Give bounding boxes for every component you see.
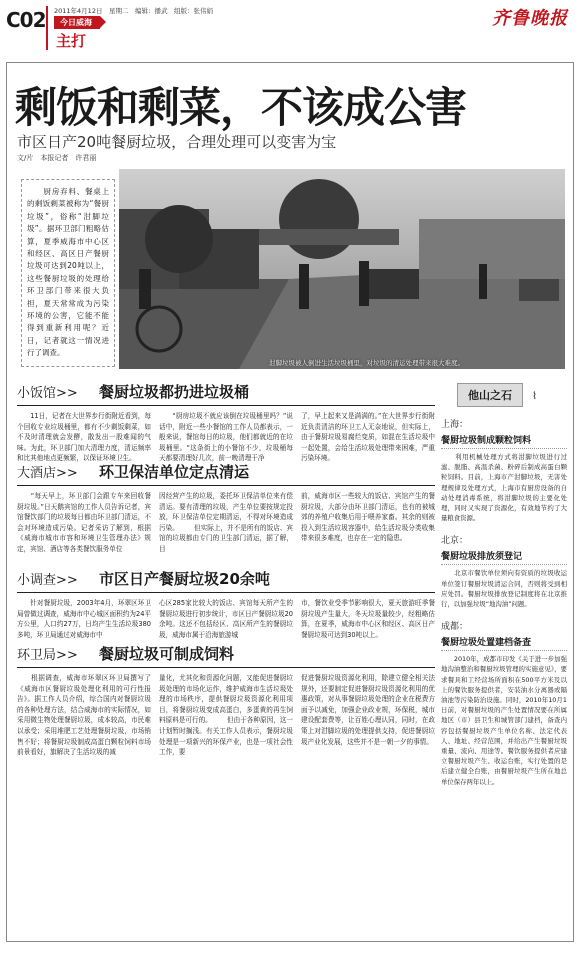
page-number: C02 [6,8,46,32]
issue-meta: 2011年4月12日 星期二 编辑：播武 组版：张伟娟 [54,7,213,15]
section-kicker: 环卫局>> [17,648,78,663]
section-heading [17,568,435,593]
text-column: “厨房垃圾不就应该倒在垃圾桶里吗？”说话中，附近一些小餐馆的工作人员都表示，一般来说，餐馆每日的垃圾，他们都就近的在垃圾桶里。“这条街上的小餐馆不少，垃圾桶每天都要清理好几次，前一晚清理干净 [159,412,293,463]
text-column: 因经营产生的垃圾，委托环卫保洁单位来有偿清运。要有清理的垃圾，产生单位要按规定投放，环卫保洁单位定期清运，不得对环境造成污染。 但实际上，并不是所有的饭店、宾馆的垃圾都由专门的卫生部门清运，据了解，目 [159,492,293,553]
section-title: 市区日产餐厨垃圾20余吨 [99,570,270,588]
section-columns [17,598,435,640]
city-label: 上海： [441,420,469,430]
section-columns [17,673,435,758]
text-column: 量化，尤其化和资源化问题，又能促进餐厨垃圾处理的市场化运作，维护威海市生活垃圾处理的市场秩序，提供餐厨垃圾资源化利用项目，将餐厨垃圾变成高蛋白，多蛋黄的再生饲料原料是可行的。 但由于各种原因，这一计划暂时搁浅。有关工作人员表示，餐厨垃圾处理是一项新兴的环保产业，也是一项社会性工作，要 [159,674,293,757]
city-title: 餐厨垃圾处置建档备查 [441,635,567,651]
section-kicker: 大酒店>> [17,466,78,481]
text-column: 前，威海市区一些较大的饭店、宾馆产生的餐厨垃圾，大部分由环卫部门清运，也有的被城郊的养殖户收集后用于喂养家畜。其余的则被投入到生活垃圾容器中，给生活垃圾分类收集带来很多难度，也存在一定的隐患。 [301,492,435,543]
text-column: 根据调查，威海市环翠区环卫局撰写了《威海市区餐厨垃圾处理化利用的可行性报告》。据工作人员介绍，综合国内对餐厨垃圾的各种处理方法，结合威海市的实际情况，如采用微生物处理餐厨垃圾，成本较高，市民难以承受；采用堆肥工艺处理餐厨垃圾，市场销售不好；将餐厨垃圾制成高蛋白颗粒饲料市场前景看好，旗解决了生活垃圾的减 [17,674,151,757]
sidebar-other-cities [441,383,567,787]
section-columns [17,411,435,464]
city-title: 餐厨垃圾排放须登记 [441,549,567,565]
section-tag: 今日威海 [54,16,100,29]
section-name: 主打 [56,32,87,50]
section-small-restaurant [17,381,435,464]
headline: 剩饭和剩菜，不该成公害 [15,83,467,132]
text-column: 了，早上起来又是满满的。”在大世界步行街附近负责清洁的环卫工人无奈地说，但实际上，由于餐厨垃圾易腐烂变质，如混在生活垃圾中一起处置，会给生活垃圾处理带来困难，严重污染环境。 [301,412,435,463]
section-heading [17,461,435,486]
city-label: 成都： [441,622,469,633]
section-title: 餐厨垃圾都扔进垃圾桶 [99,383,250,401]
newspaper-logo: 齐鲁晚报 [492,8,568,29]
street-photo-illustration [119,169,565,369]
section-survey [17,568,435,640]
section-title: 餐厨垃圾可制成饲料 [99,645,235,663]
photo-caption: 泔脚垃圾被人倒进生活垃圾桶里，对垃圾的清运处理带来很大难度。 [269,359,464,367]
section-kicker: 小调查>> [17,573,78,588]
city-text: 2010年，成都市印发《关于进一步加强地沟油整治和餐厨垃圾管理的实施意见》，要求餐具和工经营场所面积在500平方米及以上的餐饮服务提供者，安装油水分离器或隔油池等污染防治设施。同时，2010年10月1日前，对餐厨垃圾的产生处置情况要在所属地区（市）县卫生和城管部门建档，备查内容包括餐厨垃圾产生单位名称、法定代表人、地址、经营范围，并给出产生餐厨垃圾重量、流向、用途等。餐饮服务提供者应建立餐厨垃圾产生、收运台账，实行处置的是后建立健全台账，由餐厨垃圾产生所在地总单位保存两年以上。 [441,655,567,786]
city-title: 餐厨垃圾制成颗粒饲料 [441,433,567,449]
page-header [0,0,580,60]
section-big-hotel [17,461,435,555]
city-text: 利用机械处理方式将泔脚垃圾进行过滤、脱脂、高温杀菌、粉碎后制成高蛋白颗粒饲料。目前，上海市产泔脚垃圾，无害处理规律及处理方式，上海市有厨房设备的自动处理消毒系统，将泔脚垃圾的主要化处理，同时又实现了资源化，有效地节约了大量粮食资源。 [441,453,567,523]
street-photo [119,169,565,369]
text-column: 针对餐厨垃圾，2003年4月，环翠区环卫局曾做过调查，威海市中心城区面积约为24平方公里，人口约27万，日均产生生活垃圾380多吨，环卫局通过对威海市中 [17,599,151,639]
city-text: 北京市餐饮单位须向有资质的垃圾收运单位签订餐厨垃圾清运合同，否则将受到相应处罚。餐厨垃圾排放登记制度将在北京推行，以加强垃圾“地沟油”问题。 [441,569,567,609]
section-heading [17,381,435,406]
text-column: 市，餐饮业受季节影响很大，夏天旅游旺季餐厨垃圾产生量大，冬天垃圾量较少，经粗略估算，在夏季，威海市中心区和经区、高区日产餐厨垃圾可达到30吨以上。 [301,599,435,639]
text-column: 11日，记者在大世界步行街附近看到，每个回收专业垃圾桶里，都有不少剩饭剩菜，如不及时清理就会发酵，散发出一股难闻的气味。为此，环卫部门加大清理力度，清运频率和比其他地点更频繁，以保证环境卫生。 [17,412,151,463]
city-label: 北京： [441,536,469,547]
section-heading [17,643,435,668]
header-divider [46,6,48,50]
text-column: 促进餐厨垃圾资源化利用，除建立健全相关法规外，还要制定促进餐厨垃圾资源化利用的优惠政策，对从事餐厨垃圾处理的企业在税费方面予以减免，加强企业政业规，环保税，城市建设配套费等，让百姓心理认同，同时，在政策上对泔脚垃圾的处理提供支持，促进餐厨垃圾产业化发展，这些并不是一朝一夕的事情。 [301,674,435,746]
section-columns [17,491,435,555]
hook-icon: ⌇ [532,391,537,402]
subheadline: 市区日产20吨餐厨垃圾，合理处理可以变害为宝 [17,133,337,151]
section-sanitation-bureau [17,643,435,758]
byline: 文/片 本报记者 许君丽 [17,154,97,162]
text-column: “每天早上，环卫部门会跟专车来回收餐厨垃圾。”日天鹅宾馆的工作人员告诉记者，宾馆餐饮部门的垃圾每日都由环卫部门清运，不会对环境造成污染。记者采访了解到，根据《威海市城市市容和环境卫生管理办法》规定，宾馆、酒店等各类餐饮服务单位 [17,492,151,553]
article-frame [6,62,574,942]
section-title: 环卫保洁单位定点清运 [99,463,250,481]
section-kicker: 小饭馆>> [17,386,78,401]
intro-paragraph: 厨房弃料、餐桌上的剩饭剩菜被称为“餐厨垃圾”，俗称“泔脚垃圾”。据环卫部门粗略估算，夏季威海市中心区和经区、高区日产餐厨垃圾可达到20吨以上，这些餐厨垃圾的处理给环卫部门带来很大负担，夏天常常成为污染环境的公害，它能不能得到重新利用呢？近日，记者就这一情况进行了调查。 [21,179,115,367]
sidebar-tag: 他山之石 [457,383,523,407]
text-column: 心区285家比较大的饭店、宾馆每天所产生的餐厨垃圾进行初步统计，市区日产餐厨垃圾20余吨。这还不包括经区、高区所产生的餐厨垃圾，威海市属于沿海旅游城 [159,599,293,639]
